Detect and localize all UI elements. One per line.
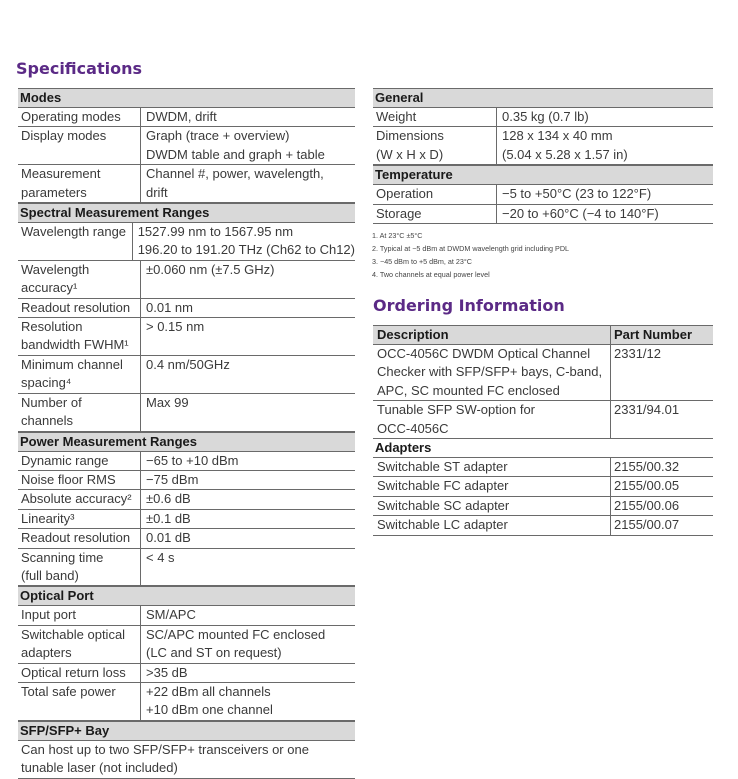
spec-label <box>18 490 141 508</box>
section-header-optical-port: Optical Port <box>18 586 355 606</box>
spec-label-line: Number of <box>21 394 82 410</box>
ordering-description <box>373 477 611 495</box>
spec-label-line: bandwidth FWHM¹ <box>21 337 129 353</box>
spec-value-line: 128 x 134 x 40 mm <box>502 128 613 144</box>
ordering-row <box>373 516 713 535</box>
spec-label-line: Dimensions <box>376 128 444 144</box>
spec-label <box>373 127 497 164</box>
spec-label <box>18 606 141 624</box>
spec-row <box>18 356 355 394</box>
spec-label <box>373 205 497 223</box>
spec-value <box>133 223 355 260</box>
spec-label-line: accuracy¹ <box>21 280 78 296</box>
spec-value-line: (5.04 x 5.28 x 1.57 in) <box>502 146 628 162</box>
spec-value <box>141 490 355 508</box>
section-header-general: General <box>373 88 713 108</box>
spec-label-line: Weight <box>376 109 417 124</box>
spec-value <box>141 165 355 202</box>
spec-label <box>18 510 141 528</box>
spec-value-line: SM/APC <box>146 607 196 623</box>
spec-value-line: Max 99 <box>146 394 189 410</box>
spec-label-line: Minimum channel <box>21 356 123 372</box>
spec-value <box>141 394 355 431</box>
spec-label-line: Display modes <box>21 128 107 144</box>
spec-value <box>497 205 713 223</box>
spec-label <box>18 683 141 720</box>
spec-value-line: ±0.6 dB <box>146 491 191 507</box>
spec-value-line: >35 dB <box>146 664 188 680</box>
spec-label <box>18 318 141 355</box>
spec-label-line: Dynamic range <box>21 452 109 468</box>
spec-label-line: Readout resolution <box>21 530 131 546</box>
ordering-description-line: Switchable SC adapter <box>377 497 510 513</box>
spec-label <box>18 299 141 317</box>
footnote: 3. −45 dBm to +5 dBm, at 23°C <box>372 257 472 266</box>
spec-row <box>18 165 355 203</box>
spec-row <box>18 683 355 721</box>
spec-value <box>141 626 355 663</box>
ordering-description-line: Switchable ST adapter <box>377 459 508 475</box>
spec-line: tunable laser (not included) <box>21 760 178 776</box>
spec-label-line: Operating modes <box>21 109 121 124</box>
spec-label-line: Resolution <box>21 319 83 335</box>
spec-label <box>373 185 497 203</box>
ordering-description <box>373 516 611 534</box>
ordering-description-line: Checker with SFP/SFP+ bays, C-band, <box>377 364 603 380</box>
spec-value-line: 196.20 to 191.20 THz (Ch62 to Ch12) <box>137 242 355 258</box>
spec-label-line: Input port <box>21 607 76 623</box>
spec-value <box>141 549 355 586</box>
spec-value <box>141 261 355 298</box>
spec-value-line: 0.01 dB <box>146 530 191 546</box>
spec-value-line: Graph (trace + overview) <box>146 128 290 144</box>
ordering-description-line: Switchable LC adapter <box>377 517 508 533</box>
spec-value <box>141 318 355 355</box>
spec-value-line: drift <box>146 184 168 200</box>
ordering-header-part: Part Number <box>614 327 693 342</box>
spec-value <box>141 529 355 547</box>
spec-label-line: spacing⁴ <box>21 375 72 391</box>
spec-label <box>18 261 141 298</box>
ordering-row <box>373 458 713 477</box>
spec-row <box>18 452 355 471</box>
spec-row <box>373 108 713 127</box>
spec-full-text <box>18 741 355 778</box>
ordering-header <box>373 325 713 345</box>
section-header-sfp-sfp-bay: SFP/SFP+ Bay <box>18 721 355 741</box>
spec-value-line: −20 to +60°C (−4 to 140°F) <box>502 205 659 221</box>
spec-label <box>18 127 141 164</box>
spec-value-line: −5 to +50°C (23 to 122°F) <box>502 186 652 202</box>
footnote: 1. At 23°C ±5°C <box>372 231 423 240</box>
spec-label-line: Noise floor RMS <box>21 471 116 487</box>
ordering-table <box>373 325 713 536</box>
spec-row <box>18 549 355 587</box>
spec-label <box>18 529 141 547</box>
spec-label <box>18 626 141 663</box>
spec-label-line: Scanning time <box>21 549 104 565</box>
footnotes <box>372 229 569 281</box>
spec-label <box>18 394 141 431</box>
spec-row <box>18 318 355 356</box>
spec-value <box>141 683 355 720</box>
spec-value-line: ±0.060 nm (±7.5 GHz) <box>146 261 275 277</box>
spec-value-line: −65 to +10 dBm <box>146 452 239 468</box>
specifications-title: Specifications <box>16 59 142 78</box>
spec-label-line: channels <box>21 413 74 429</box>
spec-label-line: Absolute accuracy² <box>21 491 132 507</box>
spec-value <box>141 299 355 317</box>
ordering-row <box>373 401 713 439</box>
spec-label-line: (W x H x D) <box>376 146 444 162</box>
spec-value-line: +10 dBm one channel <box>146 702 273 718</box>
spec-row <box>18 626 355 664</box>
spec-label-line: Linearity³ <box>21 510 75 526</box>
footnote: 4. Two channels at equal power level <box>372 270 490 279</box>
spec-label-line: Readout resolution <box>21 299 131 315</box>
spec-label-line: Switchable optical <box>21 626 126 642</box>
ordering-header-description: Description <box>373 326 611 344</box>
ordering-description <box>373 345 611 400</box>
spec-value <box>497 108 713 126</box>
spec-label <box>18 664 141 682</box>
ordering-description-line: OCC-4056C <box>377 420 449 436</box>
spec-label <box>18 223 133 260</box>
spec-value-line: 1527.99 nm to 1567.95 nm <box>137 224 294 240</box>
spec-value <box>141 471 355 489</box>
spec-value-line: 0.01 nm <box>146 299 193 315</box>
spec-label-line: parameters <box>21 184 87 200</box>
spec-value <box>141 606 355 624</box>
spec-label-line: Measurement <box>21 166 101 182</box>
spec-value-line: ±0.1 dB <box>146 510 191 526</box>
part-number: 2155/00.05 <box>614 478 680 494</box>
spec-value-line: DWDM, drift <box>146 109 217 124</box>
spec-row <box>18 127 355 165</box>
spec-row <box>18 299 355 318</box>
spec-row <box>18 471 355 490</box>
part-number: 2331/12 <box>614 346 661 361</box>
spec-row <box>18 261 355 299</box>
spec-label <box>18 549 141 586</box>
spec-row <box>373 185 713 204</box>
spec-label-line: Total safe power <box>21 683 116 699</box>
spec-value-line: < 4 s <box>146 549 175 565</box>
spec-value <box>141 108 355 126</box>
spec-value-line: DWDM table and graph + table <box>146 146 325 162</box>
spec-row <box>18 529 355 548</box>
spec-row <box>18 664 355 683</box>
spec-label <box>18 356 141 393</box>
ordering-description-line: Tunable SFP SW-option for <box>377 402 536 418</box>
ordering-row <box>373 477 713 496</box>
spec-label-line: Operation <box>376 186 434 202</box>
spec-value-line: > 0.15 nm <box>146 319 205 335</box>
ordering-description-line: APC, SC mounted FC enclosed <box>377 382 560 398</box>
spec-row <box>18 741 355 779</box>
spec-line: Can host up to two SFP/SFP+ transceivers or one <box>21 741 309 757</box>
spec-label-line: adapters <box>21 645 72 661</box>
spec-row <box>18 108 355 127</box>
spec-value-line: +22 dBm all channels <box>146 683 271 699</box>
section-header-power-measurement-ranges: Power Measurement Ranges <box>18 432 355 452</box>
spec-row <box>18 394 355 432</box>
spec-value <box>497 127 713 164</box>
spec-value <box>141 510 355 528</box>
spec-row <box>373 127 713 165</box>
spec-row <box>373 205 713 224</box>
spec-value-line: Channel #, power, wavelength, <box>146 166 324 182</box>
part-number: 2331/94.01 <box>614 402 680 418</box>
spec-row <box>18 223 355 261</box>
section-header-modes: Modes <box>18 88 355 108</box>
spec-label-line: Optical return loss <box>21 664 126 680</box>
spec-row <box>18 490 355 509</box>
spec-label <box>18 108 141 126</box>
specifications-table <box>18 88 355 779</box>
spec-value-line: (LC and ST on request) <box>146 645 282 661</box>
spec-label-line: Wavelength range <box>21 224 127 240</box>
section-header-adapters: Adapters <box>373 439 713 458</box>
spec-row <box>18 510 355 529</box>
ordering-description <box>373 497 611 515</box>
general-table <box>373 88 713 224</box>
spec-value-line: 0.35 kg (0.7 lb) <box>502 109 589 124</box>
part-number: 2155/00.07 <box>614 517 680 533</box>
spec-value <box>141 664 355 682</box>
spec-label-line: Storage <box>376 205 422 221</box>
spec-label-line: (full band) <box>21 567 79 583</box>
section-header-spectral-measurement-ranges: Spectral Measurement Ranges <box>18 203 355 223</box>
ordering-row <box>373 497 713 516</box>
ordering-information-title: Ordering Information <box>373 296 565 315</box>
spec-value-line: 0.4 nm/50GHz <box>146 356 230 372</box>
ordering-row <box>373 345 713 401</box>
spec-value <box>141 356 355 393</box>
spec-value-line: SC/APC mounted FC enclosed <box>146 626 326 642</box>
spec-label <box>18 471 141 489</box>
ordering-description <box>373 401 611 438</box>
spec-label-line: Wavelength <box>21 261 90 277</box>
spec-value <box>497 185 713 203</box>
footnote: 2. Typical at −5 dBm at DWDM wavelength grid including PDL <box>372 244 570 253</box>
part-number: 2155/00.06 <box>614 497 680 513</box>
ordering-description <box>373 458 611 476</box>
spec-label <box>18 165 141 202</box>
spec-label <box>373 108 497 126</box>
spec-value <box>141 452 355 470</box>
ordering-description-line: Switchable FC adapter <box>377 478 509 494</box>
spec-label <box>18 452 141 470</box>
spec-value-line: −75 dBm <box>146 471 199 487</box>
spec-row <box>18 606 355 625</box>
ordering-description-line: OCC-4056C DWDM Optical Channel <box>377 346 591 361</box>
part-number: 2155/00.32 <box>614 459 680 475</box>
section-header-temperature: Temperature <box>373 165 713 185</box>
spec-value <box>141 127 355 164</box>
